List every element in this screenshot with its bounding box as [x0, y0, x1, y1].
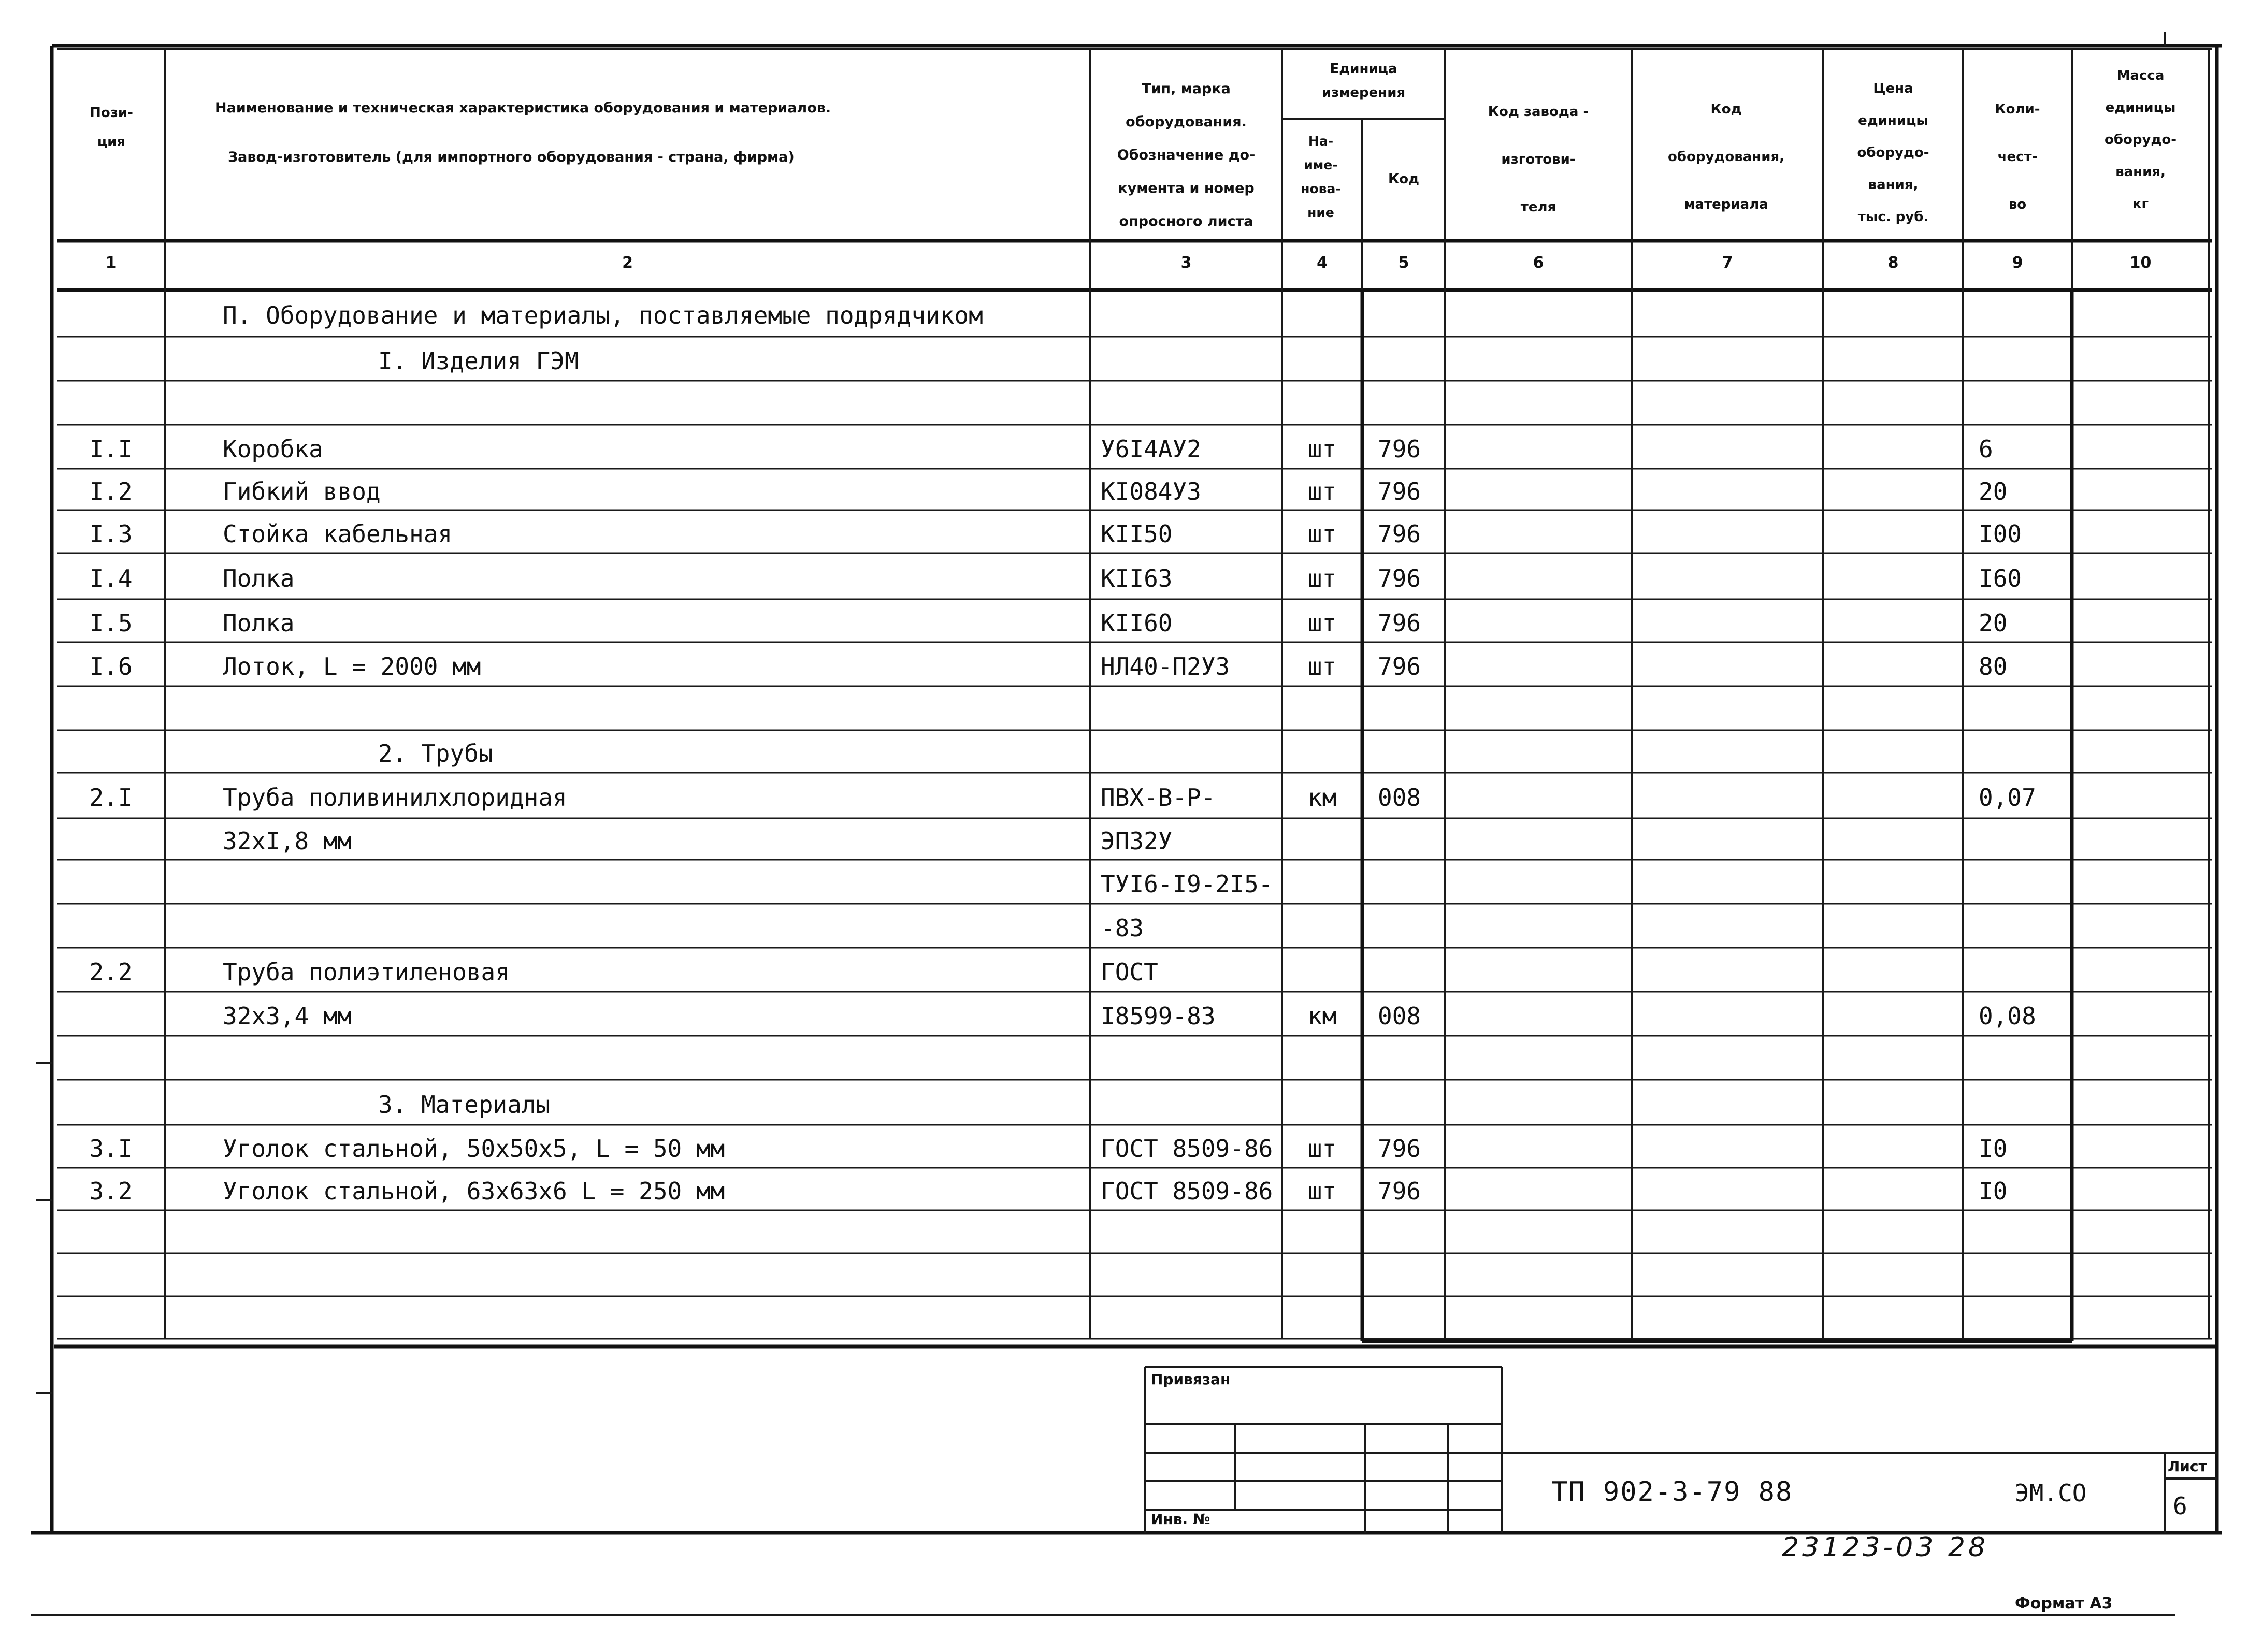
column-number: 9	[2012, 254, 2023, 272]
header-equipment-code: Код оборудования, материала	[1667, 102, 1785, 212]
row-type: ГОСТ 8509-86	[1101, 1134, 1273, 1163]
row-quantity: I0	[1979, 1134, 2008, 1163]
row-position: 2.2	[89, 958, 133, 986]
column-number: 6	[1533, 254, 1544, 272]
row-unit: шт	[1307, 519, 1337, 548]
header-factory-code: Код завода - изготови- теля	[1488, 104, 1589, 215]
column-number: 4	[1317, 254, 1328, 272]
row-unit: км	[1307, 784, 1337, 811]
column-number: 3	[1180, 254, 1192, 272]
row-name: Лоток, L = 2000 мм	[223, 652, 481, 680]
row-name: 32х3,4 мм	[223, 1002, 352, 1030]
column-number: 10	[2129, 254, 2152, 272]
row-quantity: 6	[1979, 434, 1993, 463]
header-type: Тип, марка оборудования. Обозначение до- кумента и номер опросного листа	[1117, 81, 1256, 229]
row-type: НЛ40-П2У3	[1101, 652, 1230, 680]
row-quantity: 0,08	[1979, 1002, 2036, 1030]
header-unit-group: Единица измерения	[1321, 61, 1406, 100]
row-unit: шт	[1307, 1134, 1337, 1163]
column-number: 1	[105, 254, 117, 272]
row-position: I.4	[89, 564, 133, 592]
row-type: У6I4АУ2	[1101, 434, 1201, 463]
row-unit-code: 796	[1378, 564, 1421, 592]
stamp-sheet-label: Лист	[2168, 1458, 2207, 1475]
row-type: КII60	[1101, 608, 1173, 637]
row-type: ТУI6-I9-2I5-	[1101, 870, 1273, 898]
row-unit: шт	[1307, 477, 1337, 505]
stamp-bound-label: Привязан	[1151, 1371, 1231, 1388]
header-unit-mass: Масса единицы оборудо- вания, кг	[2104, 68, 2177, 212]
handwritten-code: 23123-03 28	[1782, 1532, 1989, 1563]
row-position: I.I	[89, 434, 133, 463]
row-unit: шт	[1307, 608, 1337, 637]
row-type: ГОСТ 8509-86	[1101, 1177, 1273, 1205]
row-unit: шт	[1307, 434, 1337, 463]
row-position: I.3	[89, 519, 133, 548]
row-quantity: I00	[1979, 519, 2022, 548]
row-unit: шт	[1307, 652, 1337, 680]
row-unit: шт	[1307, 564, 1337, 592]
column-number: 8	[1887, 254, 1899, 272]
row-name: 32хI,8 мм	[223, 827, 352, 855]
row-name: 2. Трубы	[378, 740, 493, 767]
row-unit: км	[1307, 1002, 1337, 1030]
row-unit-code: 796	[1378, 652, 1421, 680]
row-quantity: I60	[1979, 564, 2022, 592]
stamp-doc-mark: ЭМ.СО	[2015, 1479, 2087, 1507]
row-name: П. Оборудование и материалы, поставляемые подрядчиком	[223, 301, 983, 329]
header-name-line2: Завод-изготовитель (для импортного оборудования - страна, фирма)	[228, 149, 795, 165]
row-position: I.5	[89, 608, 133, 637]
column-number: 5	[1398, 254, 1409, 272]
row-type: ЭП32У	[1101, 827, 1173, 855]
row-unit-code: 008	[1378, 1002, 1421, 1030]
row-position: 2.I	[89, 784, 133, 811]
row-quantity: 20	[1979, 477, 2008, 505]
row-type: -83	[1101, 914, 1144, 942]
row-position: 3.2	[89, 1177, 133, 1205]
row-quantity: 0,07	[1979, 784, 2036, 811]
row-type: КI084У3	[1101, 477, 1201, 505]
row-unit: шт	[1307, 1177, 1337, 1205]
column-number: 7	[1722, 254, 1733, 272]
row-name: 3. Материалы	[378, 1090, 551, 1119]
row-name: Коробка	[223, 434, 323, 463]
row-position: I.6	[89, 652, 133, 680]
row-type: I8599-83	[1101, 1002, 1216, 1030]
column-number: 2	[622, 254, 633, 272]
row-quantity: 20	[1979, 608, 2008, 637]
stamp-doc-code: ТП 902-3-79 88	[1551, 1476, 1793, 1508]
row-unit-code: 796	[1378, 434, 1421, 463]
header-position: Пози- ция	[90, 105, 133, 150]
row-position: I.2	[89, 477, 133, 505]
row-name: Уголок стальной, 50х50х5, L = 50 мм	[223, 1134, 725, 1163]
header-unit-code: Код	[1388, 171, 1420, 187]
header-unit-price: Цена единицы оборудо- вания, тыс. руб.	[1857, 81, 1929, 225]
header-name-line1: Наименование и техническая характеристика оборудования и материалов.	[215, 100, 831, 116]
row-quantity: 80	[1979, 652, 2008, 680]
row-unit-code: 796	[1378, 1134, 1421, 1163]
row-unit-code: 796	[1378, 477, 1421, 505]
header-unit-name: На- име- нова- ние	[1301, 134, 1341, 220]
row-name: Труба поливинилхлоридная	[223, 784, 567, 811]
stamp-inv-label: Инв. №	[1151, 1511, 1210, 1528]
row-name: Полка	[223, 564, 295, 592]
row-name: I. Изделия ГЭМ	[378, 346, 579, 375]
row-name: Уголок стальной, 63х63х6 L = 250 мм	[223, 1177, 725, 1205]
row-type: ПВХ-В-Р-	[1101, 784, 1216, 811]
row-type: ГОСТ	[1101, 958, 1158, 986]
row-name: Полка	[223, 608, 295, 637]
row-name: Гибкий ввод	[223, 477, 381, 505]
row-name: Труба полиэтиленовая	[223, 958, 510, 986]
stamp-sheet-number: 6	[2173, 1492, 2187, 1520]
row-name: Стойка кабельная	[223, 519, 453, 548]
row-quantity: I0	[1979, 1177, 2008, 1205]
header-quantity: Коли- чест- во	[1995, 102, 2040, 212]
row-type: КII50	[1101, 519, 1173, 548]
row-type: КII63	[1101, 564, 1173, 592]
row-unit-code: 796	[1378, 519, 1421, 548]
row-unit-code: 796	[1378, 608, 1421, 637]
row-unit-code: 796	[1378, 1177, 1421, 1205]
row-position: 3.I	[89, 1134, 133, 1163]
format-label: Формат А3	[2015, 1595, 2113, 1613]
row-unit-code: 008	[1378, 784, 1421, 811]
